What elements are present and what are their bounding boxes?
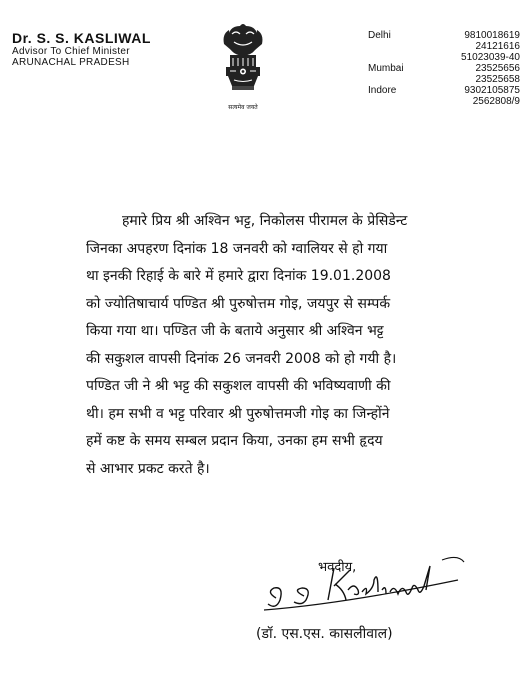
body-line: जिनका अपहरण दिनांक 18 जनवरी को ग्वालियर से हो गया <box>86 240 388 257</box>
body-line: हमें कष्ट के समय सम्बल प्रदान किया, उनका हम सभी हृदय <box>86 433 383 449</box>
contact-delhi <box>368 30 520 63</box>
sender-designation: Advisor To Chief Minister <box>12 46 130 57</box>
body-line: पण्डित जी ने श्री भट्ट की सकुशल वापसी की भविष्यवाणी की <box>86 378 391 394</box>
body-line: था इनकी रिहाई के बारे में हमारे द्वारा दिनांक 19.01.2008 <box>86 268 391 284</box>
body-line: थी। हम सभी व भट्ट परिवार श्री पुरुषोत्तमजी गोइ का जिन्होंने <box>86 405 390 422</box>
closing-salutation: भवदीय, <box>318 560 357 575</box>
handwritten-signature <box>262 540 472 620</box>
national-emblem <box>218 20 268 116</box>
phone-number: 51023039-40 <box>461 52 520 63</box>
contact-city: Indore <box>368 85 397 96</box>
body-line: को ज्योतिषाचार्य पण्डित श्री पुरुषोत्तम गोइ, जयपुर से सम्पर्क <box>86 295 391 312</box>
phone-number: 24121616 <box>475 41 520 52</box>
body-line: से आभार प्रकट करते है। <box>86 460 210 477</box>
body-line: हमारे प्रिय श्री अश्विन भट्ट, निकोलस पीरामल के प्रेसिडेन्ट <box>122 213 408 229</box>
phone-number: 23525658 <box>475 74 520 85</box>
emblem-motto: सत्यमेव जयते <box>228 104 258 111</box>
phone-number: 23525656 <box>475 63 520 74</box>
contact-city: Delhi <box>368 30 391 41</box>
contact-numbers <box>368 30 520 107</box>
phone-number: 2562808/9 <box>472 96 520 107</box>
contact-mumbai <box>368 63 520 85</box>
body-line: किया गया था। पण्डित जी के बताये अनुसार श्री अश्विन भट्ट <box>86 323 384 339</box>
signatory-name: (डॉ. एस.एस. कासलीवाल) <box>256 626 393 642</box>
letter-body <box>86 208 486 483</box>
sender-name: Dr. S. S. KASLIWAL <box>12 30 151 46</box>
phone-number: 9810018619 <box>464 30 520 41</box>
lion-capital-icon <box>218 20 268 102</box>
contact-city: Mumbai <box>368 63 404 74</box>
body-line: की सकुशल वापसी दिनांक 26 जनवरी 2008 को हो गयी है। <box>86 350 397 367</box>
contact-indore <box>368 85 520 107</box>
sender-state: ARUNACHAL PRADESH <box>12 57 130 68</box>
phone-number: 9302105875 <box>464 85 520 96</box>
letterhead-sender <box>12 30 202 68</box>
